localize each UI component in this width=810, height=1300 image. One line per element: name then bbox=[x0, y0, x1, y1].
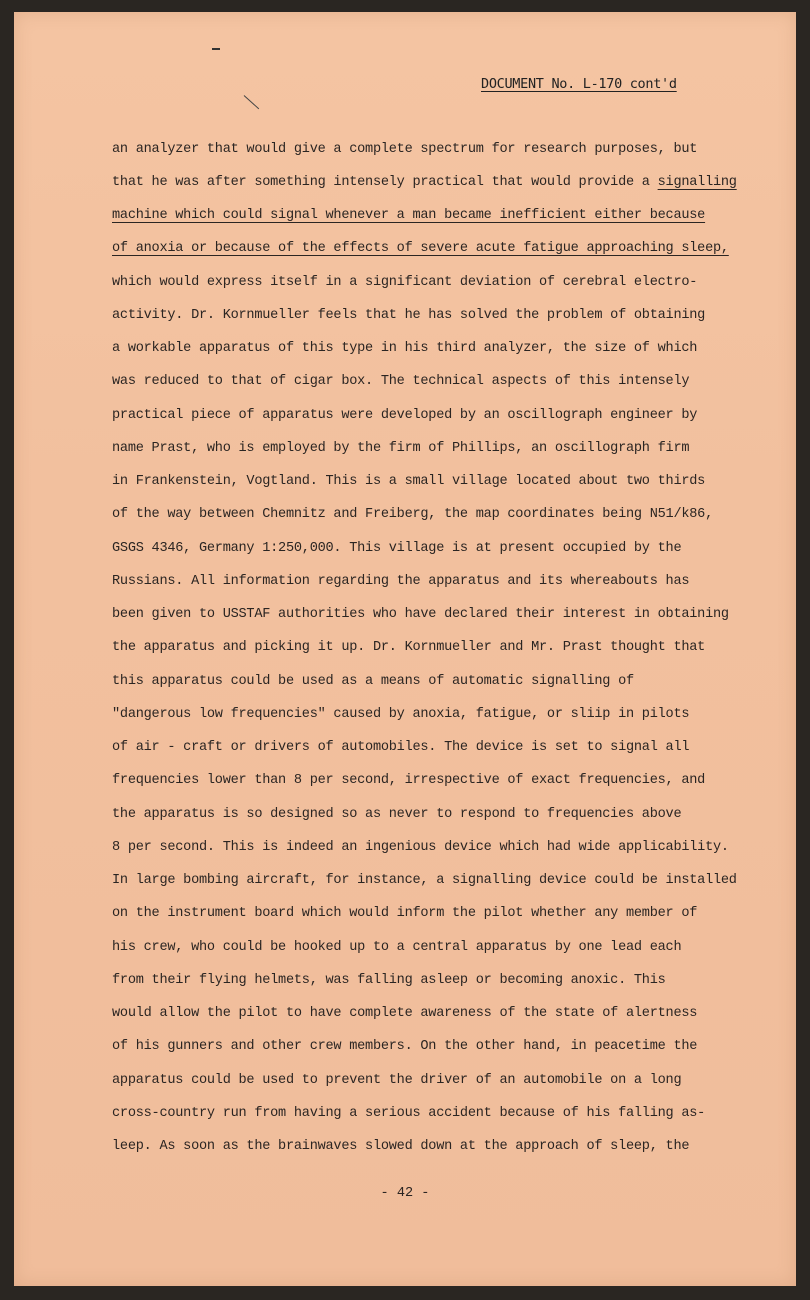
body-line-6: activity. Dr. Kornmueller feels that he has solved the problem of obtaining bbox=[112, 308, 706, 323]
body-line-30: cross-country run from having a serious accident because of his falling as- bbox=[112, 1106, 706, 1121]
body-line-27: would allow the pilot to have complete awareness of the state of alertness bbox=[112, 1006, 698, 1021]
body-line-5: which would express itself in a significant deviation of cerebral electro- bbox=[112, 275, 698, 290]
body-line-15: been given to USSTAF authorities who have declared their interest in obtaining bbox=[112, 607, 729, 622]
body-line-2 bbox=[112, 175, 737, 190]
stray-pen-mark bbox=[212, 48, 220, 50]
body-line-13: GSGS 4346, Germany 1:250,000. This village is at present occupied by the bbox=[112, 541, 682, 556]
document-reference: DOCUMENT No. L-170 cont'd bbox=[481, 76, 677, 92]
body-line-22: 8 per second. This is indeed an ingenious device which had wide applicability. bbox=[112, 840, 729, 855]
body-line-3-underlined: machine which could signal whenever a man became inefficient either because bbox=[112, 208, 706, 223]
body-line-2-text: that he was after something intensely practical that would provide a bbox=[112, 175, 658, 190]
body-line-14: Russians. All information regarding the apparatus and its whereabouts has bbox=[112, 574, 690, 589]
body-line-10: name Prast, who is employed by the firm of Phillips, an oscillograph firm bbox=[112, 441, 690, 456]
body-line-9: practical piece of apparatus were developed by an oscillograph engineer by bbox=[112, 408, 698, 423]
body-line-4-underlined: of anoxia or because of the effects of severe acute fatigue approaching sleep, bbox=[112, 241, 729, 256]
body-line-11: in Frankenstein, Vogtland. This is a small village located about two thirds bbox=[112, 474, 706, 489]
body-line-20: frequencies lower than 8 per second, irrespective of exact frequencies, and bbox=[112, 773, 706, 788]
body-line-8: was reduced to that of cigar box. The technical aspects of this intensely bbox=[112, 374, 690, 389]
body-line-12: of the way between Chemnitz and Freiberg, the map coordinates being N51/k86, bbox=[112, 507, 713, 522]
body-line-26: from their flying helmets, was falling asleep or becoming anoxic. This bbox=[112, 973, 666, 988]
body-line-31: leep. As soon as the brainwaves slowed down at the approach of sleep, the bbox=[112, 1139, 690, 1154]
body-line-19: of air - craft or drivers of automobiles. The device is set to signal all bbox=[112, 740, 690, 755]
body-line-24: on the instrument board which would inform the pilot whether any member of bbox=[112, 906, 698, 921]
page-number: - 42 - bbox=[380, 1186, 430, 1201]
body-line-29: apparatus could be used to prevent the driver of an automobile on a long bbox=[112, 1073, 682, 1088]
body-line-16: the apparatus and picking it up. Dr. Kornmueller and Mr. Prast thought that bbox=[112, 640, 706, 655]
body-line-18: "dangerous low frequencies" caused by anoxia, fatigue, or sliip in pilots bbox=[112, 707, 690, 722]
body-line-1: an analyzer that would give a complete spectrum for research purposes, but bbox=[112, 142, 698, 157]
body-line-25: his crew, who could be hooked up to a central apparatus by one lead each bbox=[112, 940, 682, 955]
body-line-17: this apparatus could be used as a means of automatic signalling of bbox=[112, 674, 634, 689]
body-line-7: a workable apparatus of this type in his third analyzer, the size of which bbox=[112, 341, 698, 356]
body-line-28: of his gunners and other crew members. On the other hand, in peacetime the bbox=[112, 1039, 698, 1054]
body-line-23: In large bombing aircraft, for instance, a signalling device could be installed bbox=[112, 873, 737, 888]
underlined-word-signalling: signalling bbox=[657, 175, 737, 190]
body-line-21: the apparatus is so designed so as never to respond to frequencies above bbox=[112, 807, 682, 822]
